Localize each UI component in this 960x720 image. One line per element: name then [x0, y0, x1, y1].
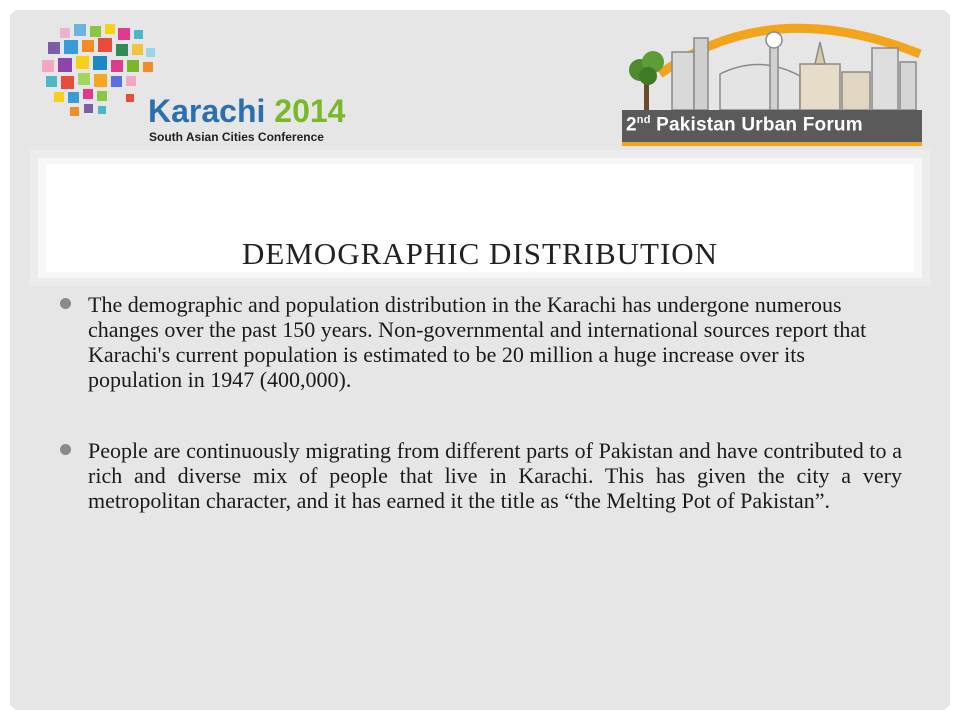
bullet-text: The demographic and population distribution in the Karachi has undergone numerous changes over the past 150 years. Non-governmental and international sources report that Karachi's current population is estimated to be 20 million a huge increase over its population in 1947 (400,000).	[88, 292, 867, 392]
pakistan-urban-forum-logo	[620, 14, 922, 148]
bullet-dot-icon	[60, 444, 71, 455]
logo-subtitle: South Asian Cities Conference	[149, 130, 324, 144]
logo-title	[148, 94, 345, 128]
title-box	[30, 150, 930, 286]
forum-label	[626, 114, 916, 136]
logo-title-year: 2014	[274, 93, 346, 129]
forum-name: Pakistan Urban Forum	[656, 114, 863, 136]
bullet-dot-icon	[60, 298, 71, 309]
bullet-text: People are continuously migrating from different parts of Pakistan and have contributed to a rich and diverse mix of people that live in Karachi. This has given the city a very metropolitan character, and it has earned it the title as “the Melting Pot of Pakistan”.	[88, 438, 902, 513]
forum-ordinal: 2	[626, 114, 637, 136]
karachi-2014-logo	[38, 22, 368, 152]
bullet-item	[56, 438, 902, 513]
logo-title-word: Karachi	[148, 93, 266, 129]
bullet-item	[56, 292, 902, 392]
slide-title: DEMOGRAPHIC DISTRIBUTION	[241, 236, 719, 271]
title-box-inner	[46, 164, 914, 272]
slide-body	[56, 292, 902, 559]
forum-ordinal-suffix: nd	[636, 114, 651, 126]
